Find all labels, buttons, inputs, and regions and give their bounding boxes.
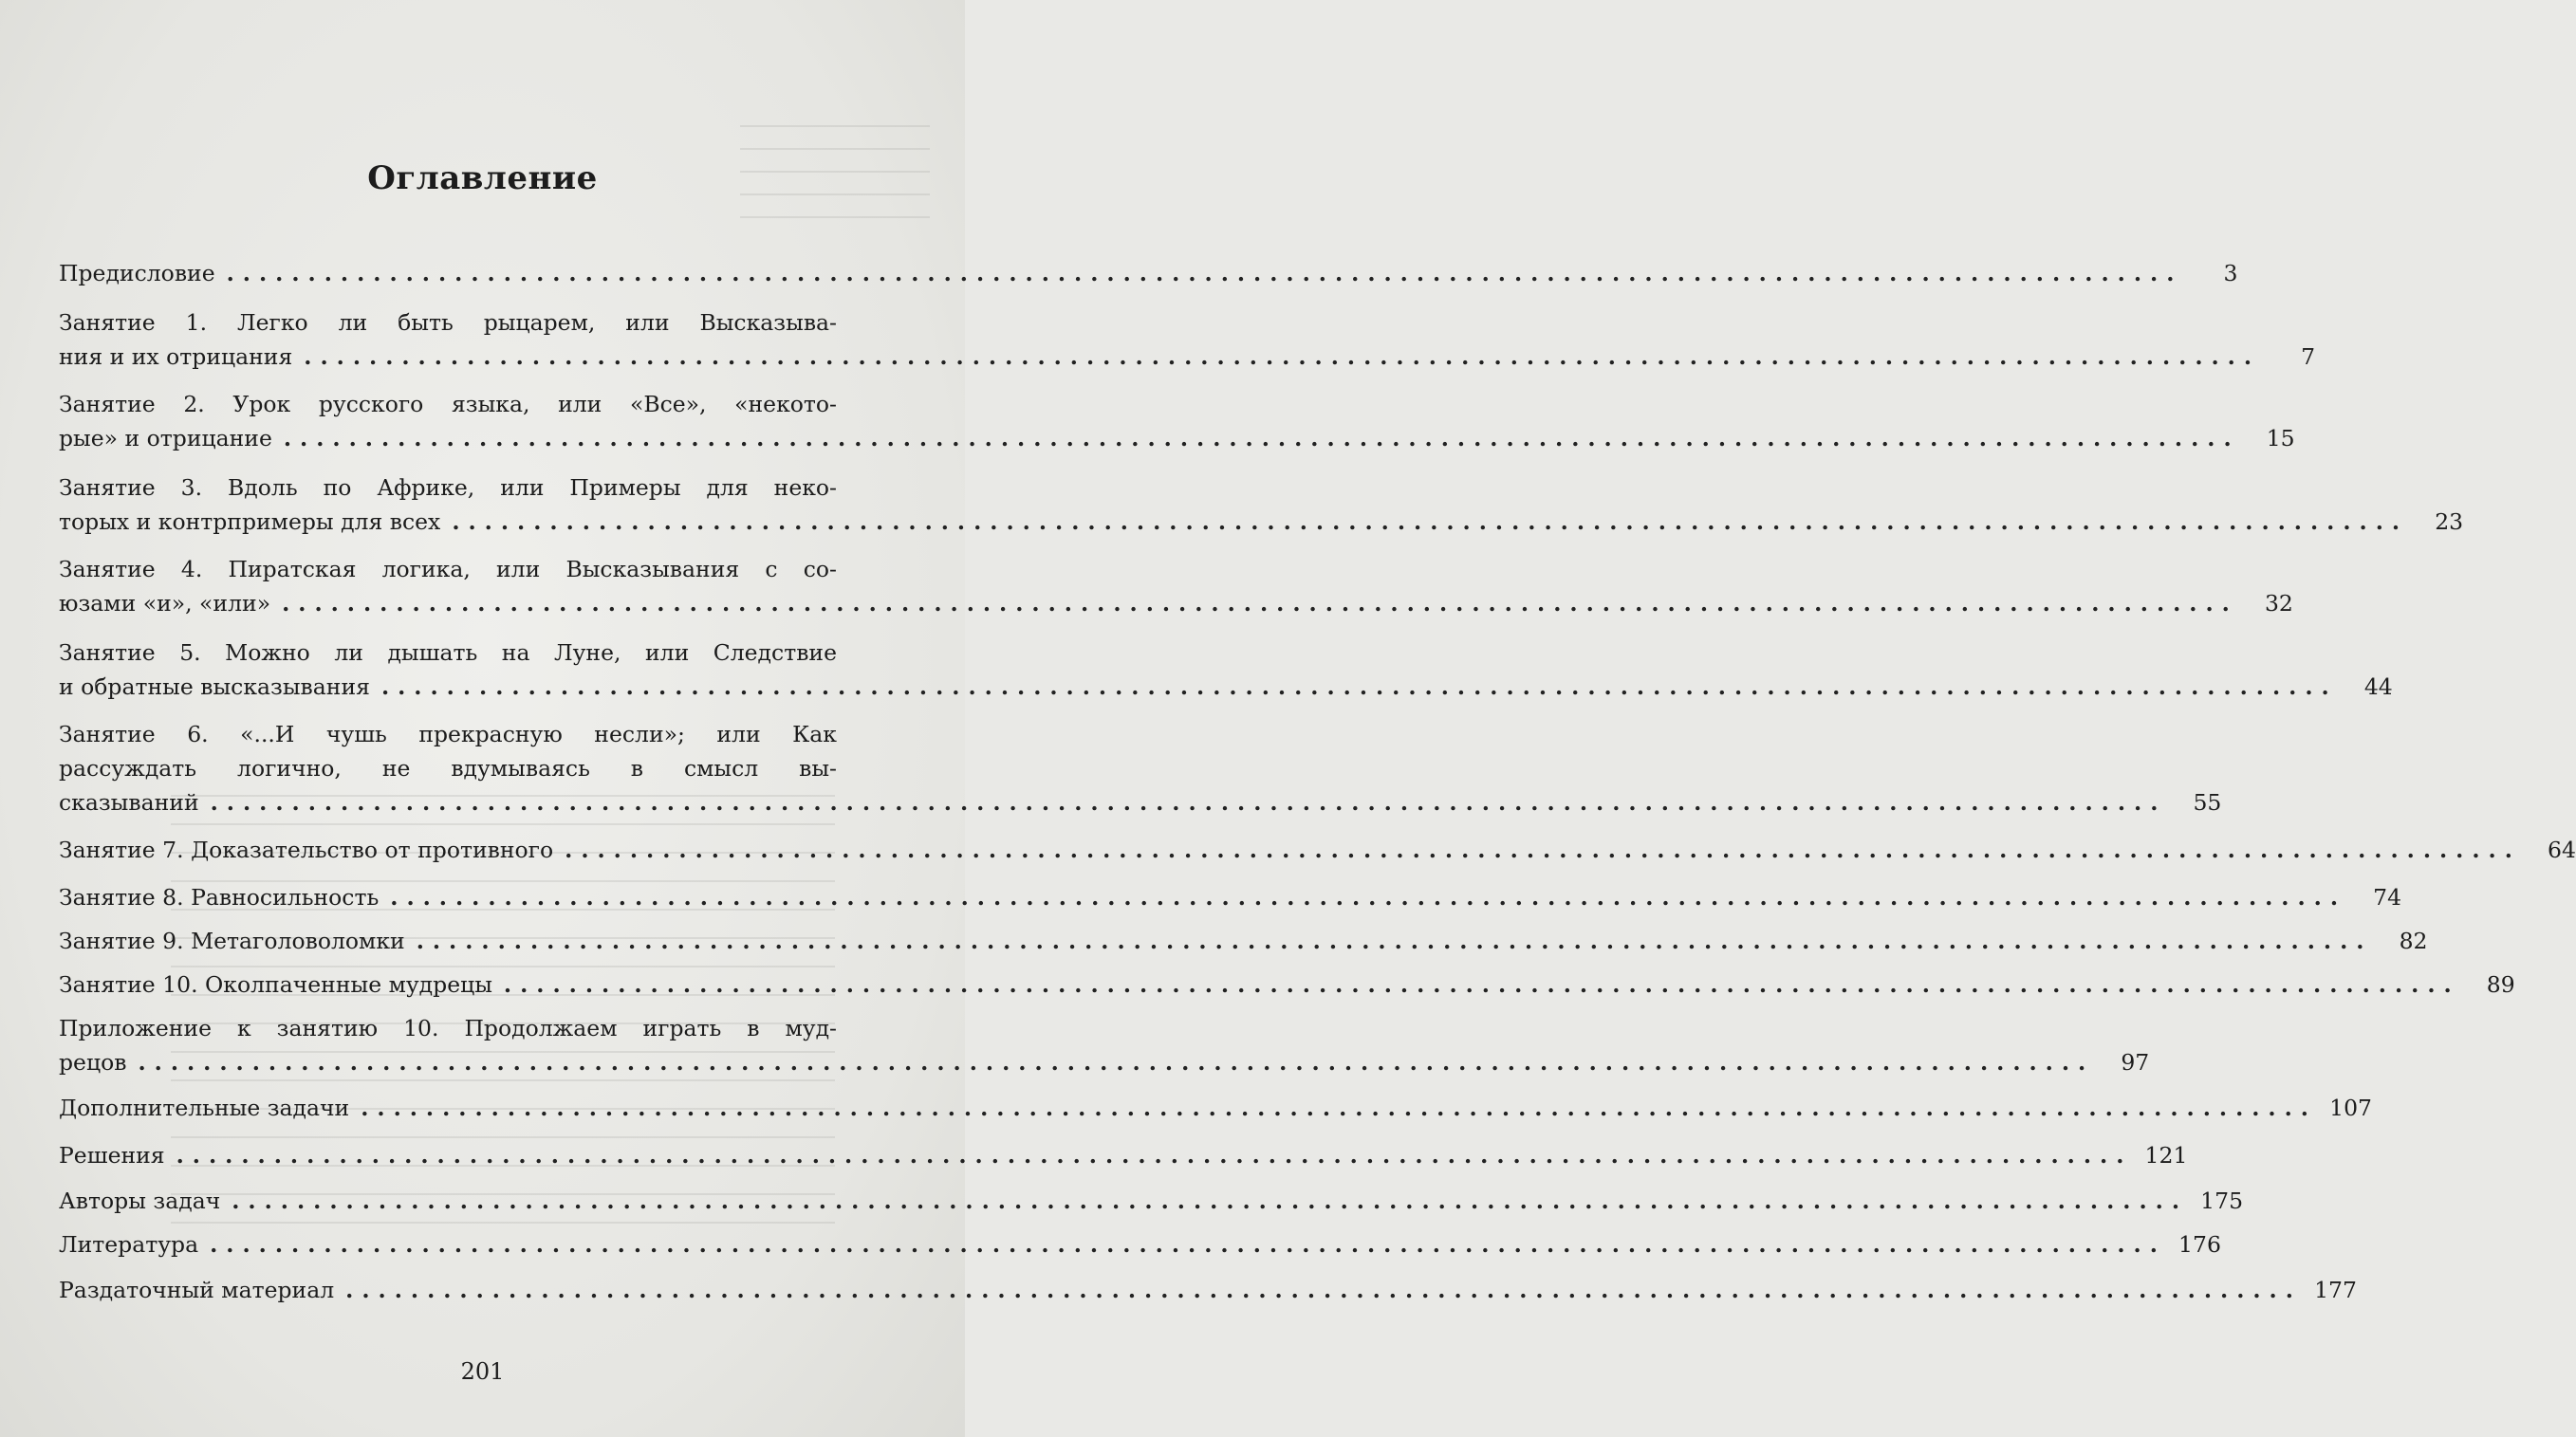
toc-page-number: 23 — [2435, 508, 2464, 535]
toc-page-number: 64 — [2548, 837, 2576, 863]
leader-dots: ........................................................................................................................ — [380, 673, 2338, 700]
toc-entry[interactable] — [59, 552, 2293, 620]
toc-page-number: 89 — [2486, 971, 2515, 998]
toc-entry-title: юзами «и», «или» — [59, 590, 271, 617]
leader-dots: ........................................................................................................................ — [210, 789, 2167, 816]
leader-dots: ........................................................................................................................ — [282, 590, 2238, 617]
toc-entry[interactable] — [59, 387, 2295, 455]
leader-dots: ........................................................................................................................ — [452, 508, 2409, 535]
leader-dots: ........................................................................................................................ — [283, 425, 2240, 451]
leader-dots: ........................................................................................................................ — [390, 884, 2347, 911]
toc-page-number: 177 — [2314, 1277, 2357, 1303]
toc-entry-title: Авторы задач — [59, 1188, 221, 1214]
toc-entry[interactable] — [59, 1138, 2188, 1172]
toc-page-number: 97 — [2121, 1049, 2150, 1076]
toc-entry[interactable] — [59, 880, 2402, 914]
toc-entry[interactable] — [59, 470, 2464, 539]
toc-entry[interactable] — [59, 305, 2316, 374]
toc-entry-title: Предисловие — [59, 260, 215, 286]
toc-entry-title: торых и контрпримеры для всех — [59, 508, 441, 535]
toc-page-number: 82 — [2399, 928, 2428, 954]
toc-page-number: 107 — [2329, 1095, 2372, 1121]
leader-dots: ........................................................................................................................ — [138, 1049, 2095, 1076]
toc-entry[interactable] — [59, 1273, 2357, 1307]
toc-entry[interactable] — [59, 256, 2238, 290]
toc-page-number: 175 — [2200, 1188, 2244, 1214]
toc-entry[interactable] — [59, 717, 2222, 820]
table-of-contents — [59, 256, 2576, 1318]
toc-entry-title: Занятие 7. Доказательство от противного — [59, 837, 554, 863]
toc-entry-line: рассуждать логично, не вдумываясь в смысл вы- — [59, 755, 837, 782]
toc-page-number: 7 — [2301, 343, 2316, 370]
toc-entry-title: и обратные высказывания — [59, 673, 370, 700]
toc-entry-title: Решения — [59, 1142, 165, 1169]
toc-page-number: 176 — [2178, 1231, 2221, 1258]
leader-dots: ........................................................................................................................ — [503, 971, 2460, 998]
toc-entry-line: Занятие 1. Легко ли быть рыцарем, или Высказыва- — [59, 309, 837, 336]
toc-page-number: 44 — [2363, 673, 2393, 700]
leader-dots: ........................................................................................................................ — [176, 1142, 2133, 1169]
leader-dots: ........................................................................................................................ — [361, 1095, 2317, 1121]
toc-page-number: 3 — [2223, 260, 2238, 286]
toc-entry-line: Занятие 4. Пиратская логика, или Высказывания с со- — [59, 556, 837, 582]
toc-entry-line: Приложение к занятию 10. Продолжаем играть в муд- — [59, 1015, 837, 1041]
toc-entry-title: рецов — [59, 1049, 127, 1076]
toc-entry-line: Занятие 5. Можно ли дышать на Луне, или Следствие — [59, 639, 837, 666]
toc-entry-title: Занятие 8. Равносильность — [59, 884, 380, 911]
toc-page-number: 121 — [2144, 1142, 2188, 1169]
toc-entry-title: Занятие 9. Метаголоволомки — [59, 928, 405, 954]
toc-entry-title: ния и их отрицания — [59, 343, 293, 370]
leader-dots: ........................................................................................................................ — [304, 343, 2261, 370]
toc-entry[interactable] — [59, 833, 2576, 867]
toc-entry-title: сказываний — [59, 789, 199, 816]
page-title: Оглавление — [367, 159, 598, 197]
toc-entry[interactable] — [59, 924, 2428, 958]
toc-entry-title: Дополнительные задачи — [59, 1095, 350, 1121]
toc-page-number: 32 — [2264, 590, 2293, 617]
leader-dots: ........................................................................................................................ — [565, 837, 2521, 863]
leader-dots: ........................................................................................................................ — [232, 1188, 2189, 1214]
leader-dots: ........................................................................................................................ — [210, 1231, 2166, 1258]
toc-entry[interactable] — [59, 1184, 2244, 1218]
toc-entry-line: Занятие 6. «...И чушь прекрасную несли»; или Как — [59, 721, 837, 747]
toc-entry-title: Литература — [59, 1231, 199, 1258]
toc-entry[interactable] — [59, 967, 2515, 1002]
toc-page-number: 15 — [2266, 425, 2295, 451]
leader-dots: ........................................................................................................................ — [416, 928, 2373, 954]
leader-dots: ........................................................................................................................ — [345, 1277, 2302, 1303]
toc-entry[interactable] — [59, 1091, 2372, 1125]
toc-entry[interactable] — [59, 636, 2393, 704]
toc-entry-title: Занятие 10. Околпаченные мудрецы — [59, 971, 492, 998]
leader-dots: ........................................................................................................................ — [226, 260, 2183, 286]
page-number: 201 — [460, 1358, 505, 1385]
toc-entry-line: Занятие 2. Урок русского языка, или «Все», «некото- — [59, 391, 837, 417]
toc-entry[interactable] — [59, 1227, 2221, 1262]
toc-entry[interactable] — [59, 1011, 2150, 1079]
toc-entry-title: рые» и отрицание — [59, 425, 272, 451]
toc-entry-title: Раздаточный материал — [59, 1277, 335, 1303]
toc-page-number: 55 — [2193, 789, 2222, 816]
toc-entry-line: Занятие 3. Вдоль по Африке, или Примеры для неко- — [59, 474, 837, 501]
toc-page-number: 74 — [2373, 884, 2402, 911]
